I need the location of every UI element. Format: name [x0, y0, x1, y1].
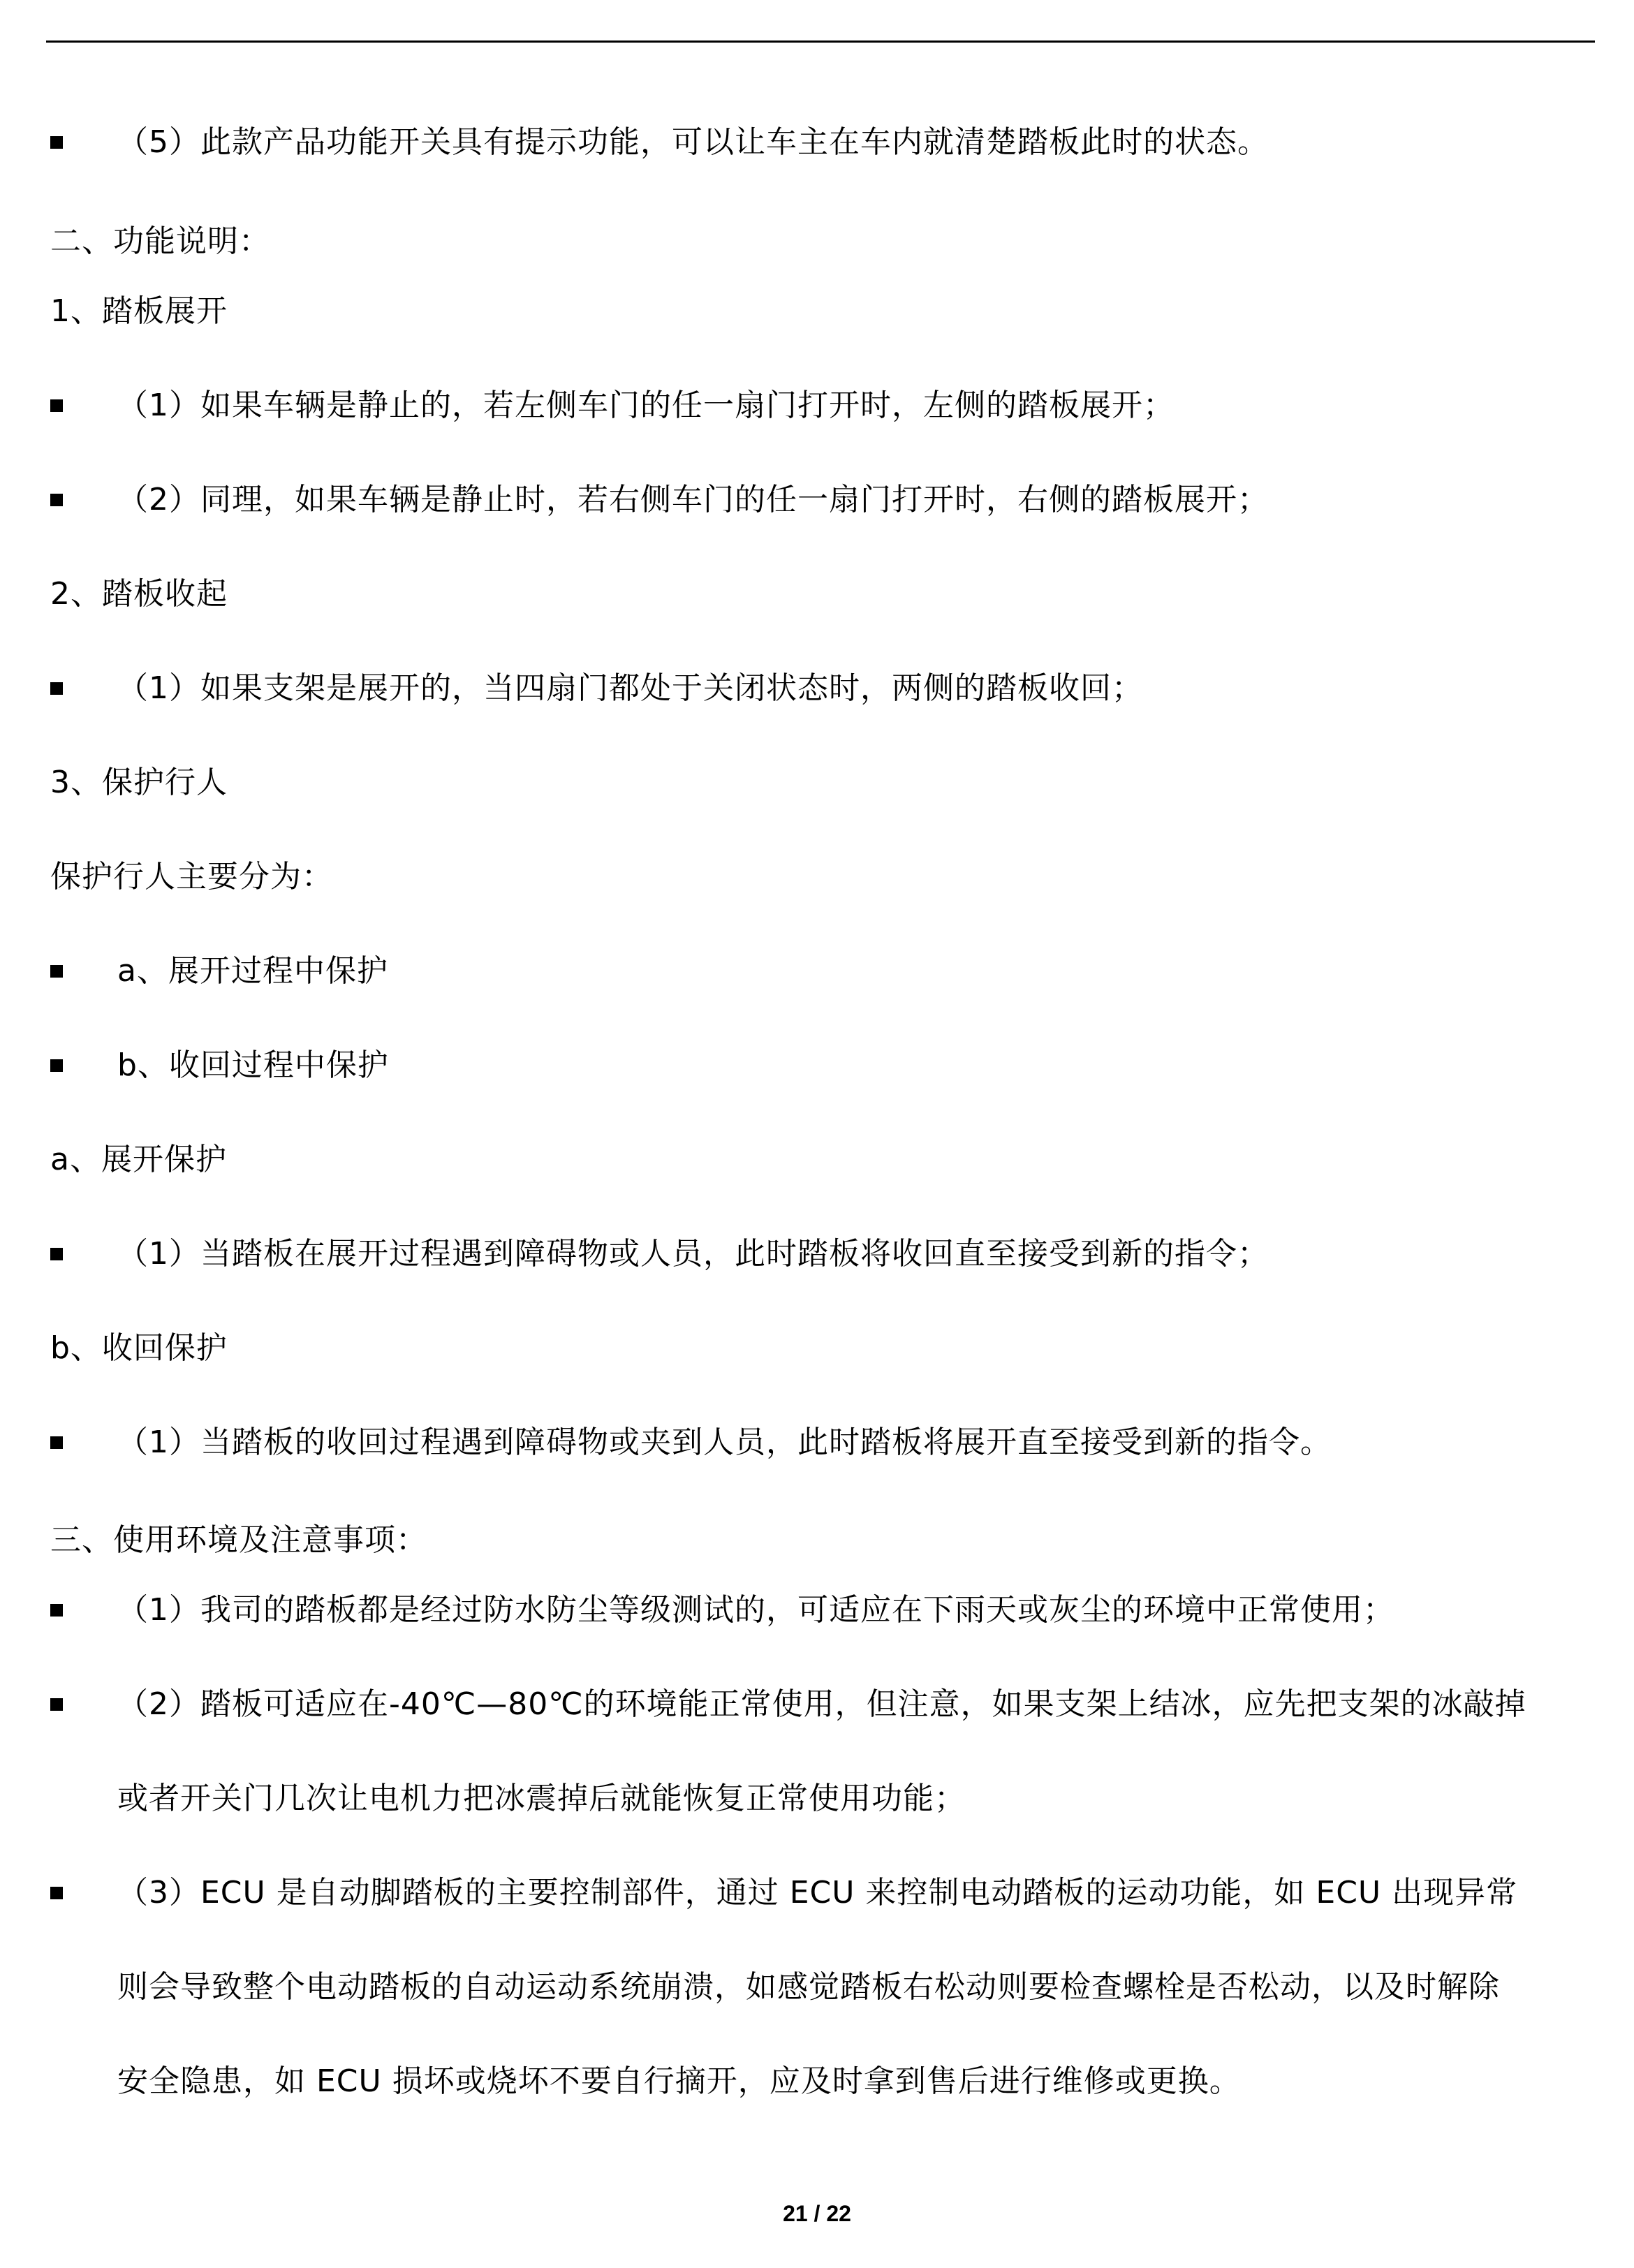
section-heading: 二、功能说明：	[50, 223, 270, 259]
square-bullet-icon	[50, 1436, 63, 1449]
square-bullet-icon	[50, 1059, 63, 1072]
square-bullet-icon	[50, 1887, 63, 1899]
square-bullet-icon	[50, 1698, 63, 1711]
section-heading: 三、使用环境及注意事项：	[50, 1522, 427, 1558]
list-item-text: （1）当踏板的收回过程遇到障碍物或夹到人员，此时踏板将展开直至接受到新的指令。	[117, 1424, 1332, 1460]
list-item-text: （5）此款产品功能开关具有提示功能，可以让车主在车内就清楚踏板此时的状态。	[117, 124, 1269, 160]
page-number: 21 / 22	[783, 2201, 851, 2226]
subsection-heading: 3、保护行人	[50, 765, 228, 800]
square-bullet-icon	[50, 965, 63, 978]
subsection-heading: 2、踏板收起	[50, 576, 228, 612]
square-bullet-icon	[50, 682, 63, 695]
list-item-text: （1）当踏板在展开过程遇到障碍物或人员，此时踏板将收回直至接受到新的指令；	[117, 1236, 1269, 1272]
square-bullet-icon	[50, 1604, 63, 1617]
list-item-text: （2）踏板可适应在-40℃—80℃的环境能正常使用，但注意，如果支架上结冰，应先把支架的冰敲掉	[117, 1686, 1526, 1722]
list-item-continuation: 则会导致整个电动踏板的自动运动系统崩溃，如感觉踏板右松动则要检查螺栓是否松动，以及时解除	[117, 1969, 1500, 2005]
subsection-heading: b、收回保护	[50, 1330, 228, 1366]
paragraph: 保护行人主要分为：	[50, 859, 333, 894]
square-bullet-icon	[50, 1248, 63, 1260]
list-item-text: （1）我司的踏板都是经过防水防尘等级测试的，可适应在下雨天或灰尘的环境中正常使用；	[117, 1592, 1394, 1628]
list-item-continuation: 安全隐患，如 ECU 损坏或烧坏不要自行摘开，应及时拿到售后进行维修或更换。	[117, 2063, 1241, 2099]
list-item-text: （3）ECU 是自动脚踏板的主要控制部件，通过 ECU 来控制电动踏板的运动功能，如 ECU 出现异常	[117, 1875, 1518, 1910]
square-bullet-icon	[50, 494, 63, 506]
list-item-continuation: 或者开关门几次让电机力把冰震掉后就能恢复正常使用功能；	[117, 1781, 966, 1816]
square-bullet-icon	[50, 399, 63, 412]
list-item-text: （1）如果支架是展开的，当四扇门都处于关闭状态时，两侧的踏板收回；	[117, 670, 1143, 706]
list-item-text: a、展开过程中保护	[117, 953, 388, 989]
square-bullet-icon	[50, 136, 63, 149]
list-item-text: （1）如果车辆是静止的，若左侧车门的任一扇门打开时，左侧的踏板展开；	[117, 388, 1175, 423]
subsection-heading: 1、踏板展开	[50, 293, 228, 329]
list-item-text: b、收回过程中保护	[117, 1047, 389, 1083]
list-item-text: （2）同理，如果车辆是静止时，若右侧车门的任一扇门打开时，右侧的踏板展开；	[117, 482, 1269, 517]
header-rule	[46, 40, 1595, 43]
subsection-heading: a、展开保护	[50, 1142, 227, 1177]
